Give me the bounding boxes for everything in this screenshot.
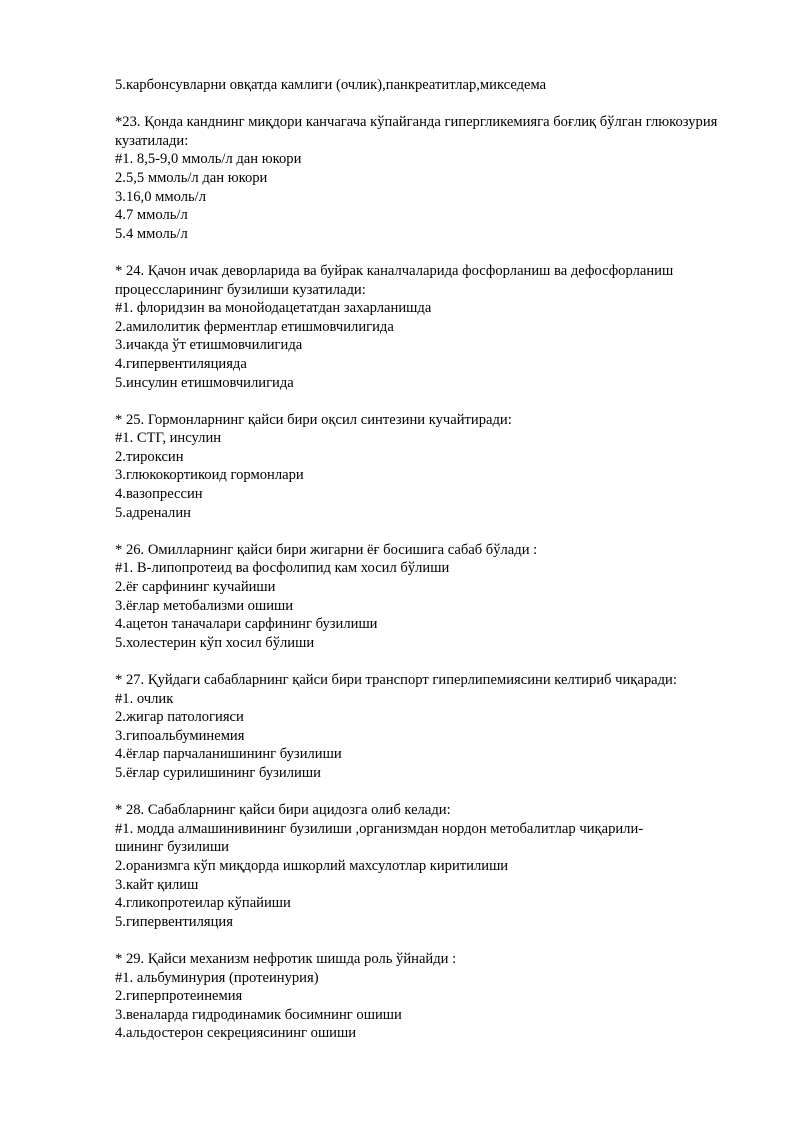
answer-option: 3.глюкокортикоид гормонлари: [115, 467, 304, 484]
answer-option: #1. модда алмашинивининг бузилиши ,организмдан нордон метобалитлар чиқарили-: [115, 820, 644, 837]
answer-option: #1. альбуминурия (протеинурия): [115, 969, 319, 986]
answer-option: 5.адреналин: [115, 504, 191, 521]
answer-option: 4.гликопротеилар кўпайиши: [115, 895, 291, 912]
answer-option: 5.ёғлар сурилишининг бузилиши: [115, 764, 321, 781]
answer-option: #1. B-липопротеид ва фосфолипид кам хосил бўлиши: [115, 560, 450, 577]
answer-option: 3.кайт қилиш: [115, 876, 199, 893]
question-25: [115, 411, 745, 523]
answer-option: 5.гипервентиляция: [115, 913, 233, 930]
intro-line: 5.карбонсувларни овқатда камлиги (очлик),панкреатитлар,микседема: [115, 77, 547, 93]
answer-option: 3.веналарда гидродинамик босимнинг ошиши: [115, 1006, 402, 1023]
answer-option: 4.альдостерон секрециясининг ошиши: [115, 1025, 357, 1042]
answer-option: 5.холестерин кўп хосил бўлиши: [115, 634, 315, 651]
page-content: [115, 76, 745, 1043]
question-title: * 25. Гормонларнинг қайси бири оқсил синтезини кучайтиради:: [115, 411, 512, 428]
answer-option: 3.гипоальбуминемия: [115, 727, 245, 744]
question-27: [115, 671, 745, 783]
answer-option: 4.гипервентиляцияда: [115, 355, 247, 372]
question-title: * 24. Қачон ичак деворларида ва буйрак каналчаларида фосфорланиш ва дефосфорланиш процессларининг бузилиши кузатилади:: [115, 262, 674, 298]
answer-option: 2.тироксин: [115, 448, 184, 465]
answer-option: 3.ичакда ўт етишмовчилигида: [115, 337, 303, 354]
answer-option: 2.оранизмга кўп миқдорда ишкорлий махсулотлар киритилиши: [115, 857, 509, 874]
question-title: * 26. Омилларнинг қайси бири жигарни ёғ босишига сабаб бўлади :: [115, 541, 538, 558]
answer-option: #1. 8,5-9,0 ммоль/л дан юкори: [115, 151, 302, 168]
question-24: [115, 262, 745, 392]
answer-option: 4.ёғлар парчаланишининг бузилиши: [115, 746, 342, 763]
answer-option: 4.вазопрессин: [115, 486, 203, 503]
question-23: [115, 113, 745, 243]
answer-option: 5.инсулин етишмовчилигида: [115, 374, 294, 391]
answer-option: 2.5,5 ммоль/л дан юкори: [115, 169, 268, 186]
question-title: * 28. Сабабларнинг қайси бири ацидозга олиб келади:: [115, 802, 451, 819]
answer-option: 4.7 ммоль/л: [115, 207, 188, 224]
answer-option: 2.гиперпротеинемия: [115, 988, 243, 1005]
question-title: *23. Қонда канднинг миқдори канчагача кўпайганда гипергликемияга боғлиқ бўлган глюкозурия кузатилади:: [115, 114, 718, 149]
answer-option: 4.ацетон таначалари сарфининг бузилиши: [115, 616, 378, 633]
question-title: * 29. Қайси механизм нефротик шишда роль ўйнайди :: [115, 950, 457, 967]
answer-option: 2.жигар патологияси: [115, 709, 244, 726]
answer-option: 2.ёғ сарфининг кучайиши: [115, 579, 276, 596]
answer-option: 5.4 ммоль/л: [115, 225, 188, 242]
answer-option: #1. очлик: [115, 690, 174, 707]
answer-option: #1. СТГ, инсулин: [115, 430, 222, 447]
answer-option-continuation: шининг бузилиши: [115, 839, 229, 856]
answer-option: 3.ёғлар метобализми ошиши: [115, 597, 294, 614]
question-title: * 27. Қуйдаги сабабларнинг қайси бири транспорт гиперлипемиясини келтириб чиқаради:: [115, 672, 677, 688]
question-26: [115, 541, 745, 653]
question-29: [115, 950, 745, 1043]
answer-option: 2.амилолитик ферментлар етишмовчилигида: [115, 318, 394, 335]
question-28: [115, 801, 745, 931]
answer-option: #1. флоридзин ва монойодацетатдан захарланишда: [115, 300, 432, 317]
answer-option: 3.16,0 ммоль/л: [115, 188, 206, 205]
